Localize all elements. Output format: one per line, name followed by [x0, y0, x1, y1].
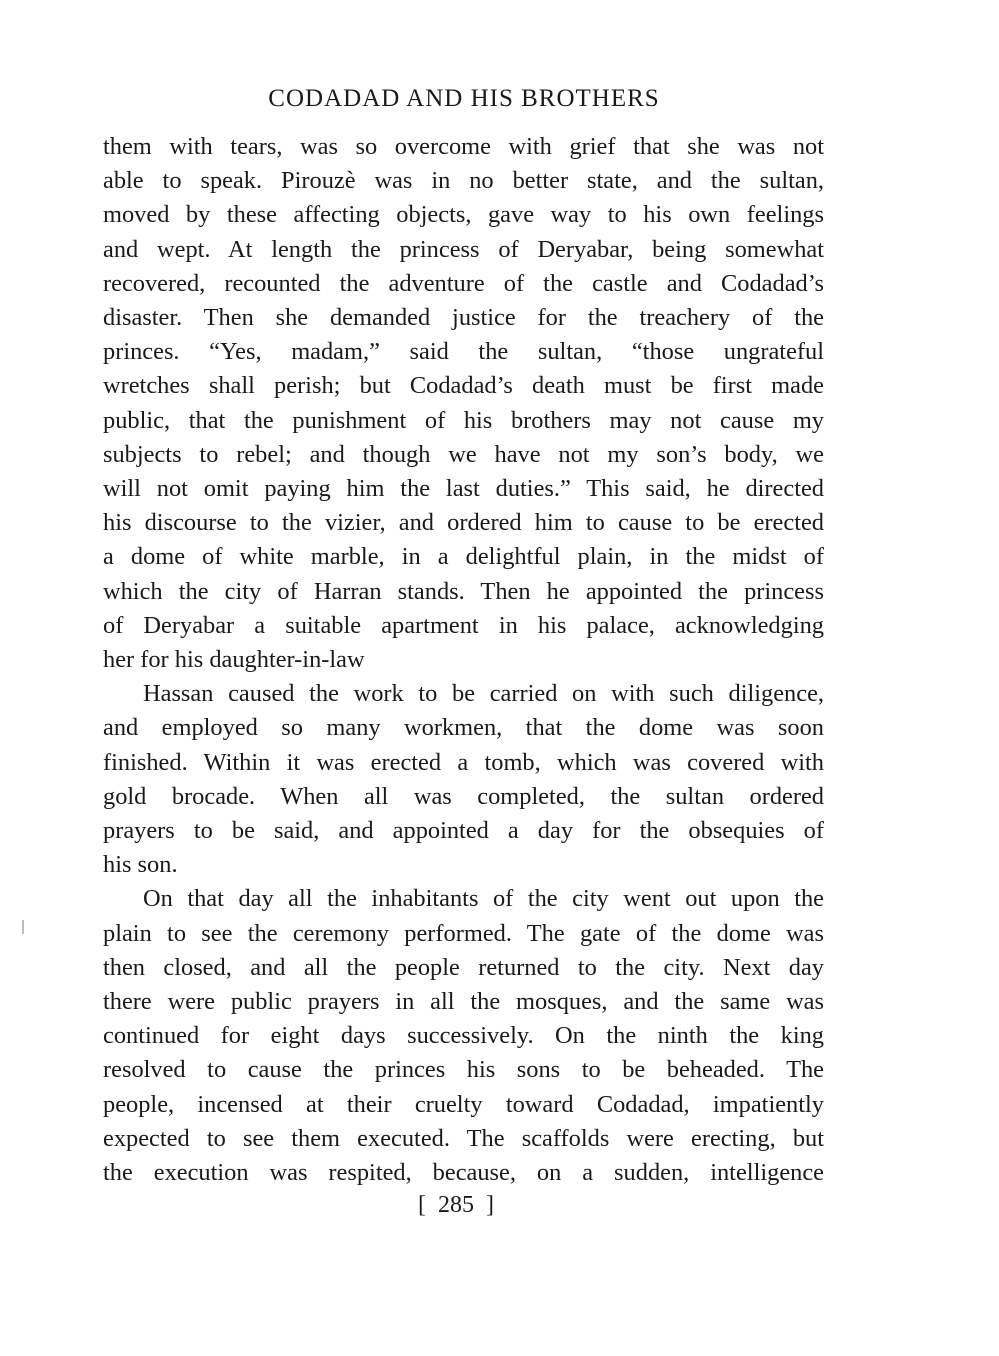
- text-line: them with tears, was so overcome with grief that she was not: [103, 133, 824, 160]
- text-line: recovered, recounted the adventure of the castle and Codadad’s: [103, 269, 824, 297]
- text-line: gold brocade. When all was completed, the sultan ordered: [103, 782, 824, 810]
- text-line: his discourse to the vizier, and ordered him to cause to be erected: [103, 509, 824, 537]
- text-line: subjects to rebel; and though we have not my son’s body, we: [103, 440, 824, 468]
- text-line: continued for eight days successively. On the ninth the king: [103, 1022, 824, 1050]
- text-line: and employed so many workmen, that the dome was soon: [103, 714, 824, 742]
- text-line: a dome of white marble, in a delightful plain, in the midst of: [103, 543, 824, 571]
- text-line: Hassan caused the work to be carried on with such diligence,: [143, 680, 824, 708]
- text-line: his son.: [103, 851, 178, 879]
- text-line: princes. “Yes, madam,” said the sultan, “those ungrateful: [103, 338, 824, 366]
- text-line: then closed, and all the people returned to the city. Next day: [103, 953, 824, 981]
- text-line: will not omit paying him the last duties.” This said, he directed: [103, 475, 824, 503]
- margin-mark: [22, 920, 24, 934]
- text-line: On that day all the inhabitants of the city went out upon the: [143, 885, 824, 913]
- body-text: [103, 130, 824, 1190]
- text-line: expected to see them executed. The scaffolds were erecting, but: [103, 1124, 824, 1152]
- text-line: public, that the punishment of his brothers may not cause my: [103, 406, 824, 434]
- text-line: people, incensed at their cruelty toward Codadad, impatiently: [103, 1090, 824, 1118]
- text-line: there were public prayers in all the mosques, and the same was: [103, 988, 824, 1016]
- text-line: the execution was respited, because, on a sudden, intelligence: [103, 1159, 824, 1187]
- text-line: her for his daughter-in-law: [103, 646, 365, 674]
- text-line: disaster. Then she demanded justice for the treachery of the: [103, 304, 824, 332]
- text-line: plain to see the ceremony performed. The gate of the dome was: [103, 919, 824, 947]
- text-line: of Deryabar a suitable apartment in his palace, acknowledging: [103, 611, 824, 639]
- text-line: wretches shall perish; but Codadad’s death must be first made: [103, 372, 824, 400]
- text-line: finished. Within it was erected a tomb, which was covered with: [103, 748, 824, 776]
- running-title: CODADAD AND HIS BROTHERS: [268, 85, 660, 112]
- text-line: moved by these affecting objects, gave way to his own feelings: [103, 201, 824, 229]
- text-line: which the city of Harran stands. Then he appointed the princess: [103, 577, 824, 605]
- text-line: resolved to cause the princes his sons to be beheaded. The: [103, 1056, 824, 1084]
- text-line: prayers to be said, and appointed a day for the obsequies of: [103, 817, 824, 845]
- text-line: and wept. At length the princess of Deryabar, being somewhat: [103, 235, 824, 263]
- text-line: able to speak. Pirouzè was in no better state, and the sultan,: [103, 167, 824, 195]
- page-number: [ 285 ]: [418, 1192, 494, 1218]
